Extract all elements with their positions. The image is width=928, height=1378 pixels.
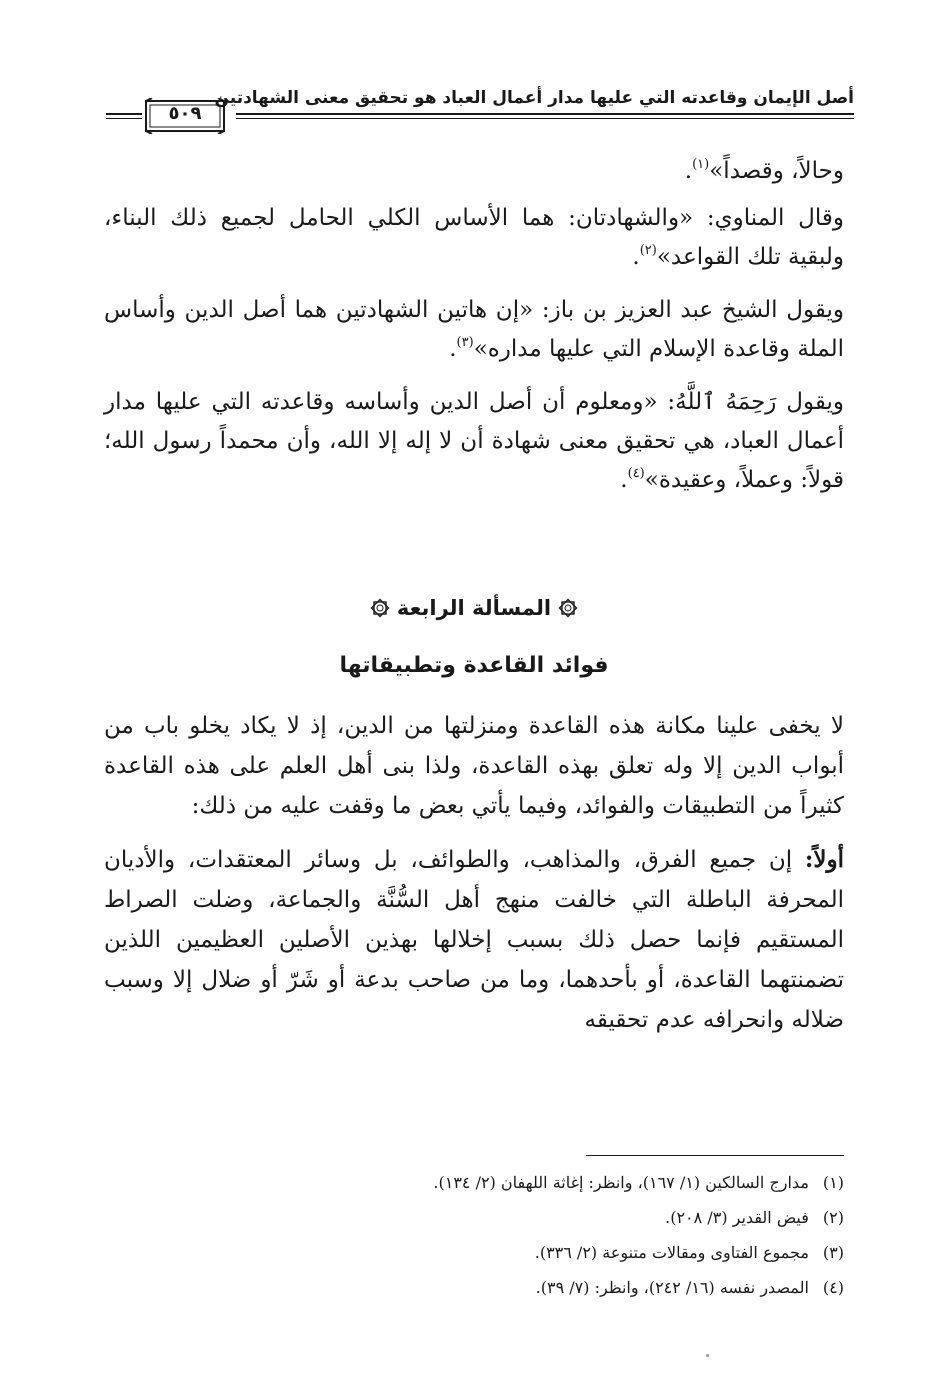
paragraph-4: ويقول رَحِمَهُ ٱللَّهُ: «ومعلوم أن أصل الدين وأساسه وقاعدته التي عليها مدار أعمال العباد، هي تحقيق معنى شهادة أن لا إله إلا الله، وأن محمداً رسول الله؛ قولاً: وعملاً، وعقيدة»$^{(٤)}$. — [104, 389, 844, 493]
scan-speck — [706, 1354, 709, 1357]
section-paragraph-2: أولاً: إن جميع الفرق، والمذاهب، والطوائف، بل وسائر المعتقدات، والأديان المحرفة الباطلة التي خالفت منهج أهل السُّنَّة والجماعة، وضلت الصراط المستقيم فإنما حصل ذلك بسبب إخلالها بهذين الأصلين العظيمين اللذين تضمنتهما القاعدة، أو بأحدهما، وما من صاحب بدعة أو شَرّ أو ضلال إلا وسبب ضلاله وانحرافه عدم تحقيقه — [104, 846, 844, 1033]
header-rule-left — [106, 113, 142, 115]
paragraph-lead: أولاً: — [804, 846, 844, 873]
paragraph-1: وحالاً، وقصداً»$^{(١)}$. — [684, 157, 844, 184]
footnote-separator — [586, 1155, 844, 1156]
running-header-title: أصل الإيمان وقاعدته التي عليها مدار أعمال العباد هو تحقيق معنى الشهادتين — [214, 88, 854, 108]
footnote-2: (٢)فيض القدير (٣/ ٢٠٨). — [665, 1208, 844, 1227]
page-number: ٥٠٩ — [168, 103, 202, 124]
body-text-lower — [104, 706, 844, 1054]
footnote-4: (٤)المصدر نفسه (١٦/ ٢٤٢)، وانظر: (٧/ ٣٩). — [535, 1278, 844, 1297]
footnote-ref-3[interactable]: (٣) — [456, 335, 474, 350]
footnote-3: (٣)مجموع الفتاوى ومقالات متنوعة (٢/ ٣٣٦). — [534, 1243, 844, 1262]
section-subheading: فوائد القاعدة وتطبيقاتها — [339, 653, 609, 678]
footnote-ref-1[interactable]: (١) — [692, 157, 710, 172]
header-rule-left-thin — [106, 118, 142, 119]
section-paragraph-1: لا يخفى علينا مكانة هذه القاعدة ومنزلتها من الدين، إذ لا يكاد يخلو باب من أبواب الدين إلا وله تعلق بهذه القاعدة، ولذا بنى أهل العلم على هذه القاعدة كثيراً من التطبيقات والفوائد، وفيما يأتي بعض ما وقفت عليه من ذلك: — [104, 713, 844, 819]
footnote-ref-2[interactable]: (٢) — [639, 243, 657, 258]
paragraph-3: ويقول الشيخ عبد العزيز بن باز: «إن هاتين الشهادتين هما أصل الدين وأساس الملة وقاعدة الإسلام التي عليها مداره»$^{(٣)}$. — [104, 297, 844, 362]
octagram-ornament-icon — [557, 597, 579, 619]
octagram-ornament-icon — [369, 597, 391, 619]
footnote-1: (١)مدارج السالكين (١/ ١٦٧)، وانظر: إغاثة اللهفان (٢/ ١٣٤). — [433, 1173, 844, 1192]
page-number-frame — [144, 98, 226, 134]
paragraph-2: وقال المناوي: «والشهادتان: هما الأساس الكلي الحامل لجميع ذلك البناء، ولبقية تلك القواعد»$^{(٢)}$. — [104, 205, 844, 270]
header-rule-thick — [236, 113, 854, 115]
body-text-upper — [104, 152, 844, 514]
footnote-ref-4[interactable]: (٤) — [627, 466, 645, 481]
header-rule-thin — [236, 118, 854, 119]
section-heading: المسألة الرابعة — [104, 590, 844, 626]
footnotes — [124, 1165, 844, 1305]
